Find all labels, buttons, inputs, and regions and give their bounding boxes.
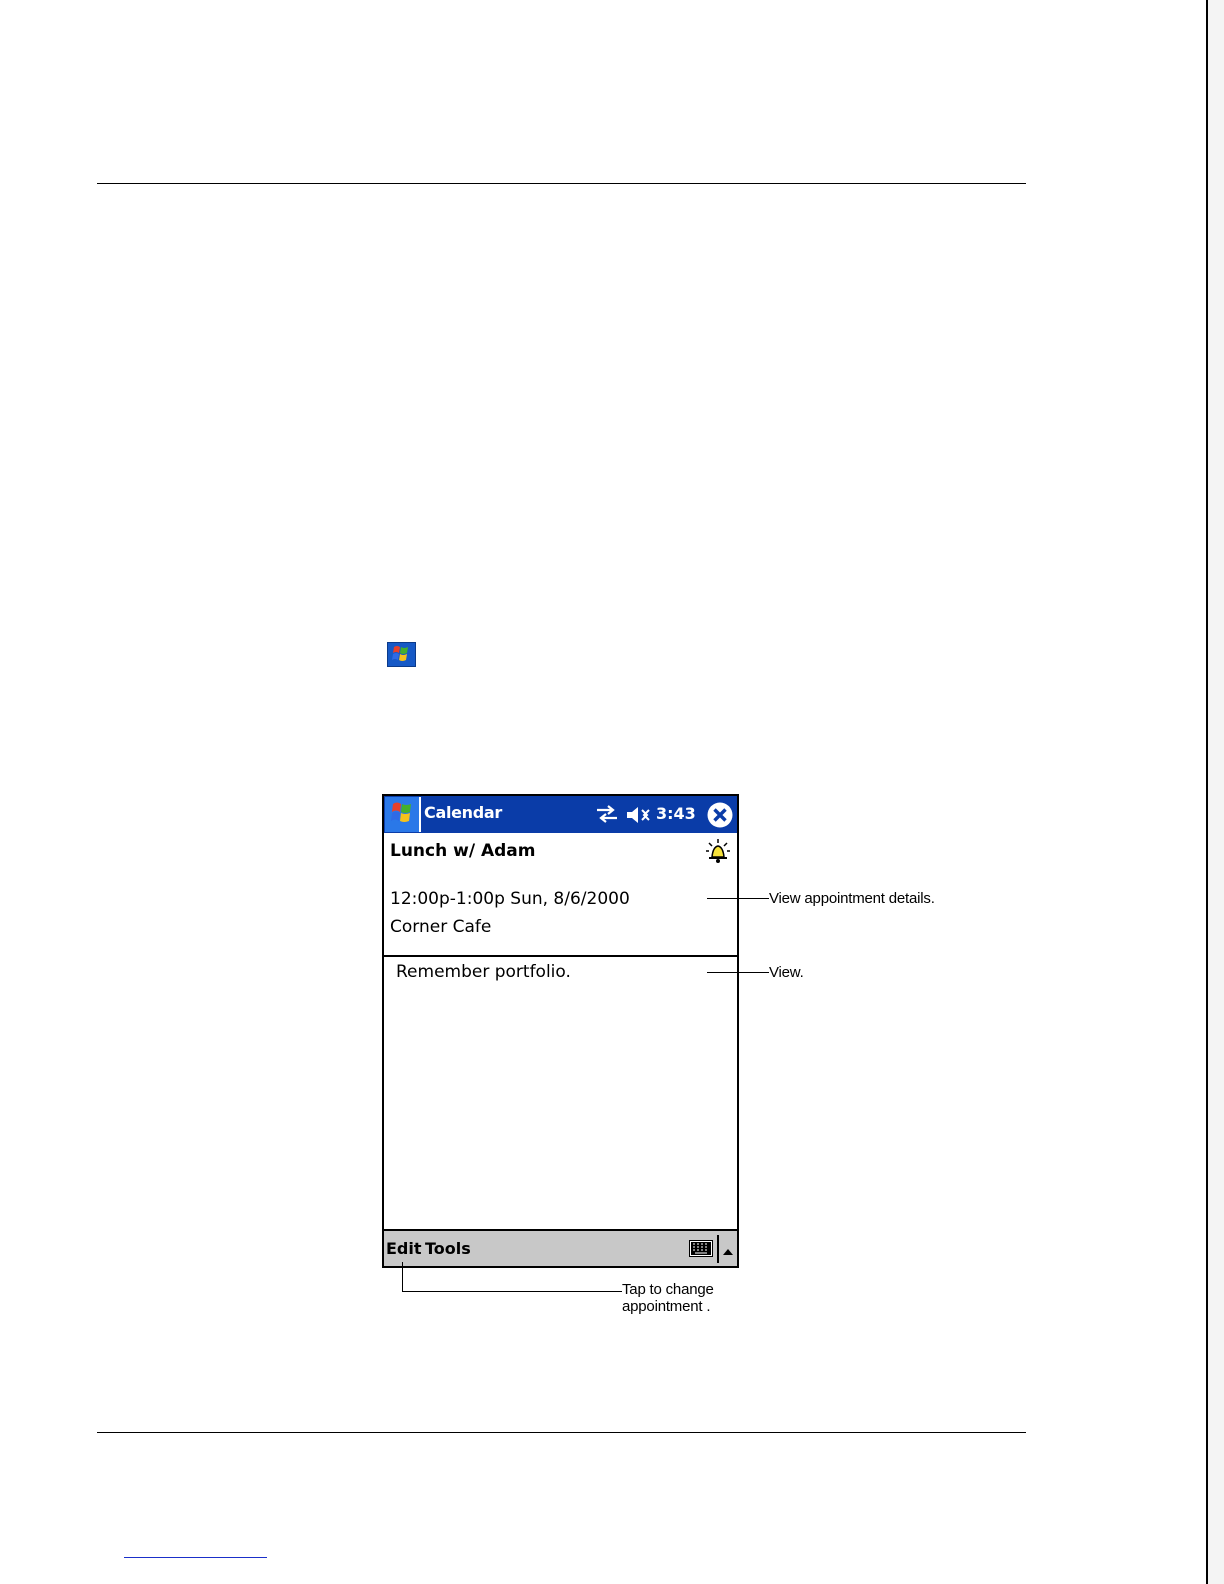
callout-line-details <box>707 898 769 899</box>
menu-bar <box>384 1231 737 1266</box>
callout-view: View. <box>769 964 804 981</box>
keyboard-icon[interactable] <box>689 1240 713 1262</box>
callout-vline-edit <box>402 1262 403 1292</box>
callout-tap-line1: Tap to change <box>622 1281 714 1298</box>
notes-area[interactable] <box>384 957 737 1231</box>
callout-line-edit <box>402 1291 622 1292</box>
footer-rule <box>97 1432 1026 1433</box>
menu-tools[interactable]: Tools <box>425 1239 471 1258</box>
appointment-time: 12:00p-1:00p Sun, 8/6/2000 <box>390 889 630 909</box>
appointment-summary[interactable] <box>384 833 737 957</box>
close-icon[interactable] <box>706 801 734 834</box>
start-button[interactable] <box>385 797 421 832</box>
callout-line-view <box>707 972 769 973</box>
header-rule <box>97 183 1026 184</box>
pocket-pc-screen <box>382 794 739 1268</box>
windows-flag-icon <box>387 642 416 667</box>
alarm-bell-icon <box>704 838 732 869</box>
up-arrow-icon[interactable] <box>722 1243 734 1261</box>
appointment-subject: Lunch w/ Adam <box>390 841 536 861</box>
appointment-location: Corner Cafe <box>390 917 492 937</box>
sync-arrows-icon[interactable] <box>595 804 619 829</box>
footer-link-underline <box>124 1557 267 1558</box>
notes-text: Remember portfolio. <box>396 962 571 982</box>
callout-tap-line2: appointment . <box>622 1298 711 1315</box>
clock[interactable]: 3:43 <box>656 804 696 823</box>
page-edge-rule <box>1206 0 1208 1584</box>
title-bar <box>384 796 737 833</box>
page-edge-shade <box>1208 0 1224 1584</box>
callout-details: View appointment details. <box>769 890 935 907</box>
windows-flag-icon <box>385 797 419 830</box>
sip-separator <box>717 1235 719 1263</box>
menu-edit[interactable]: Edit <box>386 1239 422 1258</box>
speaker-muted-icon[interactable] <box>625 804 653 831</box>
app-title: Calendar <box>424 803 503 822</box>
